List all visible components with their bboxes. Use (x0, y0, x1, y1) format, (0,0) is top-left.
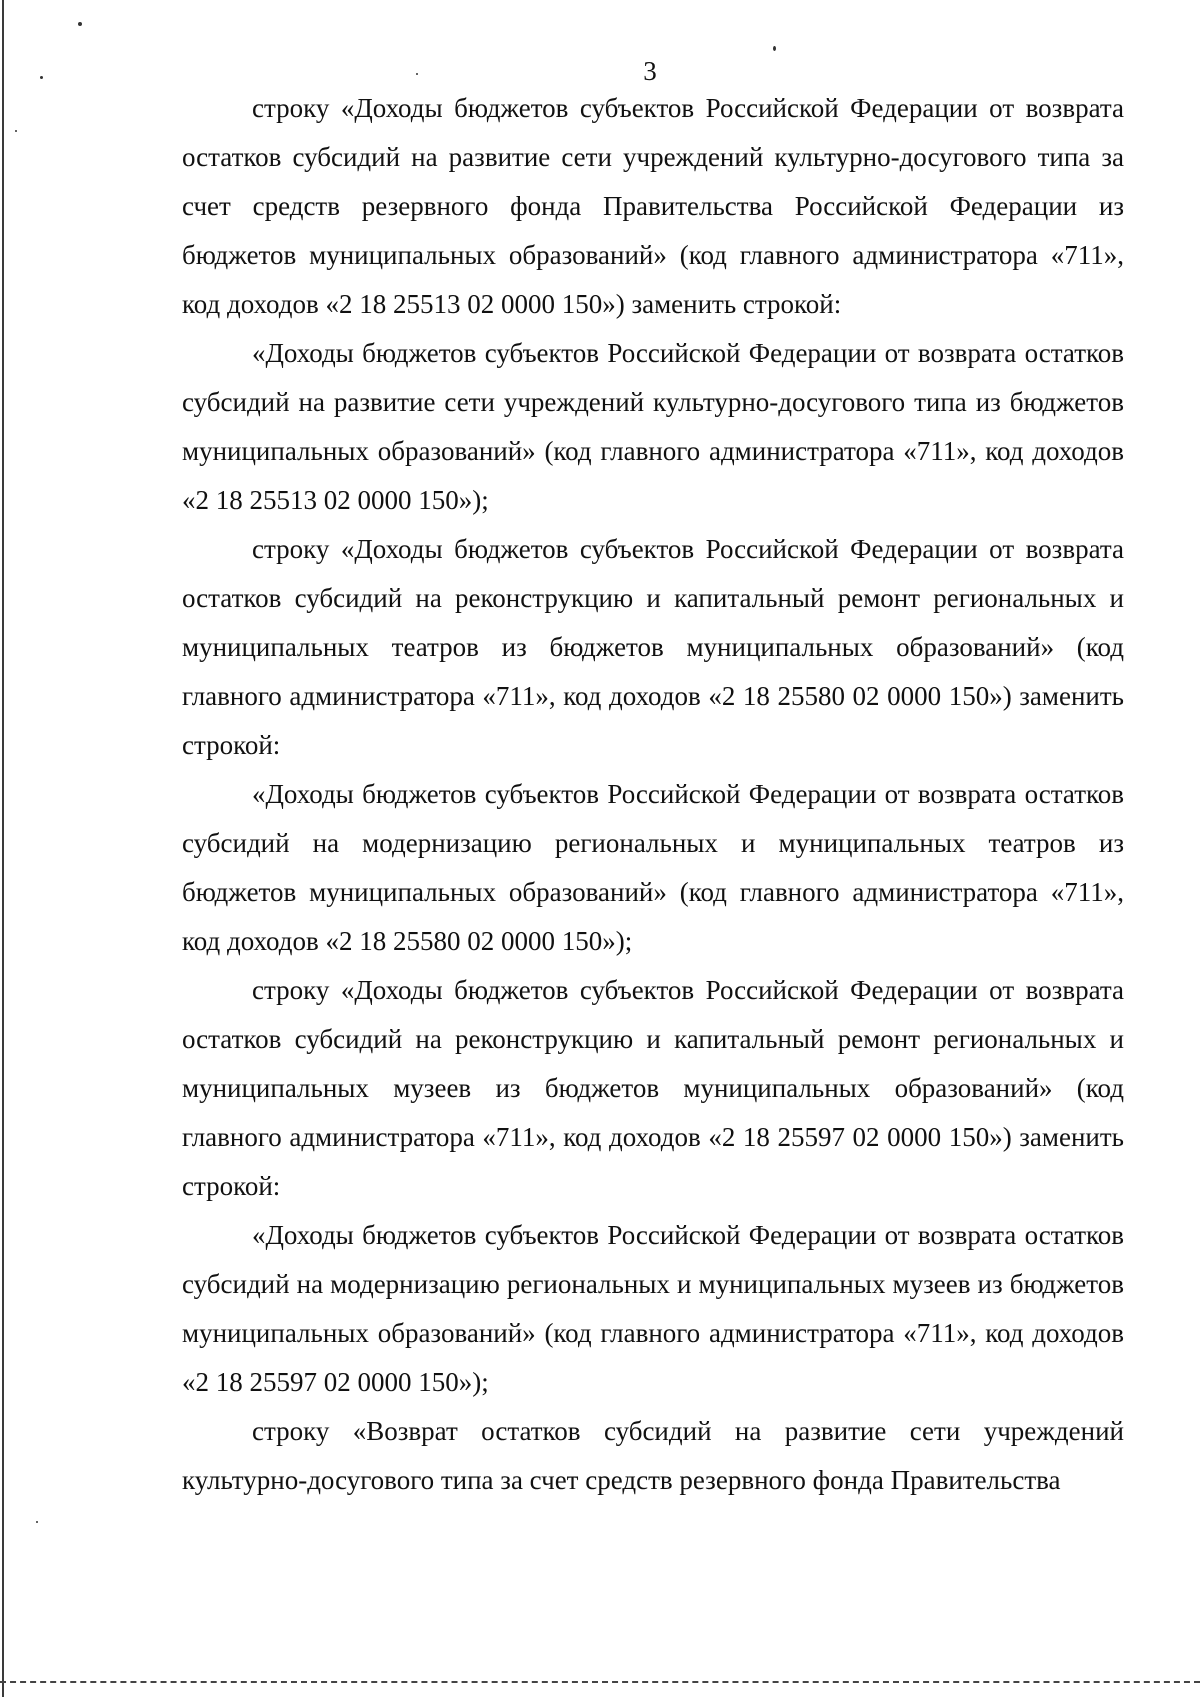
page-number: 3 (643, 56, 657, 86)
paragraph: строку «Доходы бюджетов субъектов Российской Федерации от возврата остатков субсидий на развитие сети учреждений культурно-досугового типа за счет средств резервного фонда Правительства Российской Федерации из бюджетов муниципальных образований» (код главного администратора «711», код доходов «2 18 25513 02 0000 150») заменить строкой: (182, 93, 1124, 319)
scan-bottom-edge (0, 1681, 1200, 1683)
paragraph: строку «Доходы бюджетов субъектов Российской Федерации от возврата остатков субсидий на реконструкцию и капитальный ремонт региональных и муниципальных музеев из бюджетов муниципальных образований» (код главного администратора «711», код доходов «2 18 25597 02 0000 150») заменить строкой: (182, 975, 1124, 1201)
scan-speck (773, 46, 776, 51)
paragraph: «Доходы бюджетов субъектов Российской Федерации от возврата остатков субсидий на развитие сети учреждений культурно-досугового типа из бюджетов муниципальных образований» (код главного администратора «711», код доходов «2 18 25513 02 0000 150»); (182, 338, 1124, 515)
paragraph: «Доходы бюджетов субъектов Российской Федерации от возврата остатков субсидий на модернизацию региональных и муниципальных театров из бюджетов муниципальных образований» (код главного администратора «711», код доходов «2 18 25580 02 0000 150»); (182, 779, 1124, 956)
scan-speck (15, 130, 17, 132)
scan-left-edge (2, 0, 4, 1697)
paragraph: строку «Возврат остатков субсидий на развитие сети учреждений культурно-досугового типа за счет средств резервного фонда Правительства (182, 1416, 1124, 1495)
document-body (182, 84, 1124, 1505)
scan-speck (78, 22, 82, 26)
paragraph: строку «Доходы бюджетов субъектов Российской Федерации от возврата остатков субсидий на реконструкцию и капитальный ремонт региональных и муниципальных театров из бюджетов муниципальных образований» (код главного администратора «711», код доходов «2 18 25580 02 0000 150») заменить строкой: (182, 534, 1124, 760)
scan-speck (36, 1521, 38, 1523)
paragraph: «Доходы бюджетов субъектов Российской Федерации от возврата остатков субсидий на модернизацию региональных и муниципальных музеев из бюджетов муниципальных образований» (код главного администратора «711», код доходов «2 18 25597 02 0000 150»); (182, 1220, 1124, 1397)
